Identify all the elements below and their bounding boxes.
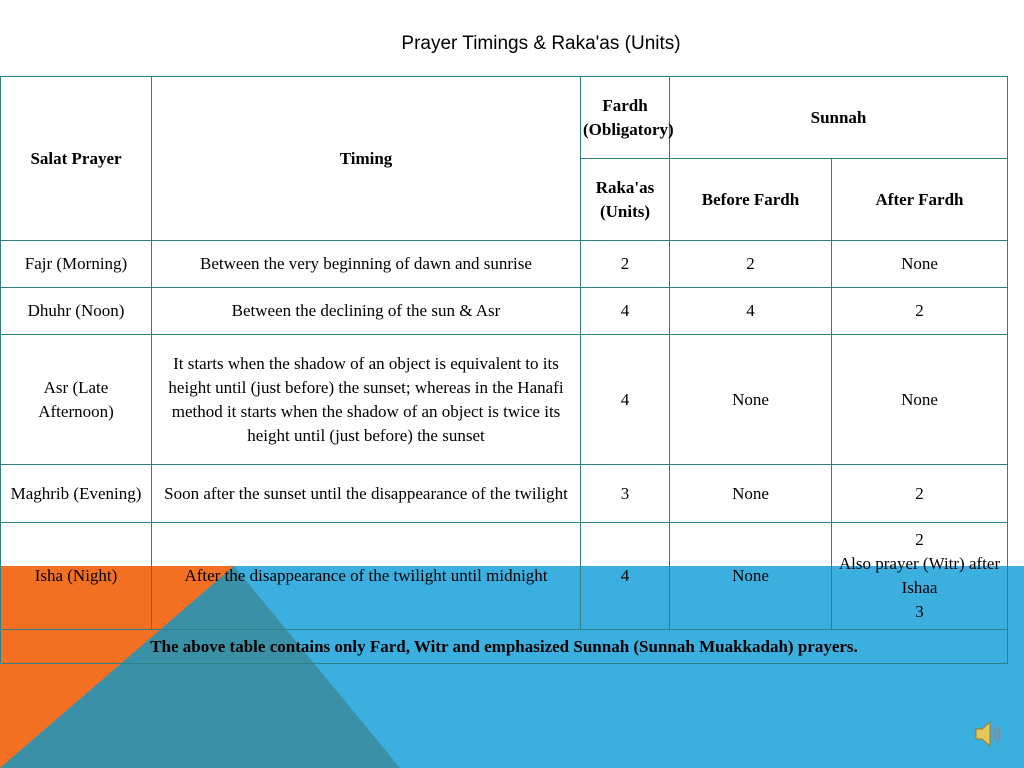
header-after-fardh: After Fardh xyxy=(832,159,1008,241)
prayer-cell: Asr (Late Afternoon) xyxy=(1,335,152,465)
header-fardh: Fardh (Obligatory) xyxy=(581,77,670,159)
before-fardh-cell: None xyxy=(670,335,832,465)
header-sunnah: Sunnah xyxy=(670,77,1008,159)
prayer-cell: Fajr (Morning) xyxy=(1,241,152,288)
fardh-cell: 4 xyxy=(581,335,670,465)
header-timing: Timing xyxy=(152,77,581,241)
before-fardh-cell: 2 xyxy=(670,241,832,288)
timing-cell: Between the declining of the sun & Asr xyxy=(152,288,581,335)
after-fardh-value: 2 xyxy=(915,530,924,549)
fardh-cell: 2 xyxy=(581,241,670,288)
timing-cell: After the disappearance of the twilight until midnight xyxy=(152,523,581,630)
table-row xyxy=(1,523,1008,630)
after-fardh-cell: 2 xyxy=(832,465,1008,523)
prayer-cell: Maghrib (Evening) xyxy=(1,465,152,523)
fardh-cell: 3 xyxy=(581,465,670,523)
table-row xyxy=(1,335,1008,465)
after-fardh-cell: 2 xyxy=(832,288,1008,335)
witr-note: Also prayer (Witr) after Ishaa xyxy=(838,554,1001,597)
before-fardh-cell: None xyxy=(670,523,832,630)
witr-value: 3 xyxy=(915,602,924,621)
header-before-fardh: Before Fardh xyxy=(670,159,832,241)
slide-title: Prayer Timings & Raka'as (Units) xyxy=(401,33,681,54)
prayer-cell: Isha (Night) xyxy=(1,523,152,630)
timing-cell: Soon after the sunset until the disappearance of the twilight xyxy=(152,465,581,523)
table-row xyxy=(1,241,1008,288)
header-salat-prayer: Salat Prayer xyxy=(1,77,152,241)
fardh-cell: 4 xyxy=(581,288,670,335)
timing-cell: Between the very beginning of dawn and sunrise xyxy=(152,241,581,288)
before-fardh-cell: None xyxy=(670,465,832,523)
after-fardh-cell xyxy=(832,523,1008,630)
table-row xyxy=(1,288,1008,335)
table-row xyxy=(1,465,1008,523)
table-note: The above table contains only Fard, Witr and emphasized Sunnah (Sunnah Muakkadah) prayers. xyxy=(1,630,1008,664)
header-rakaas-units: Raka'as (Units) xyxy=(581,159,670,241)
speaker-icon[interactable] xyxy=(973,717,1005,751)
timing-cell: It starts when the shadow of an object is equivalent to its height until (just before) the sunset; whereas in the Hanafi method it starts when the shadow of an object is twice its height until (just before) the sunset xyxy=(152,335,581,465)
after-fardh-cell: None xyxy=(832,241,1008,288)
fardh-cell: 4 xyxy=(581,523,670,630)
prayer-timings-table xyxy=(0,76,1008,664)
before-fardh-cell: 4 xyxy=(670,288,832,335)
prayer-cell: Dhuhr (Noon) xyxy=(1,288,152,335)
after-fardh-cell: None xyxy=(832,335,1008,465)
